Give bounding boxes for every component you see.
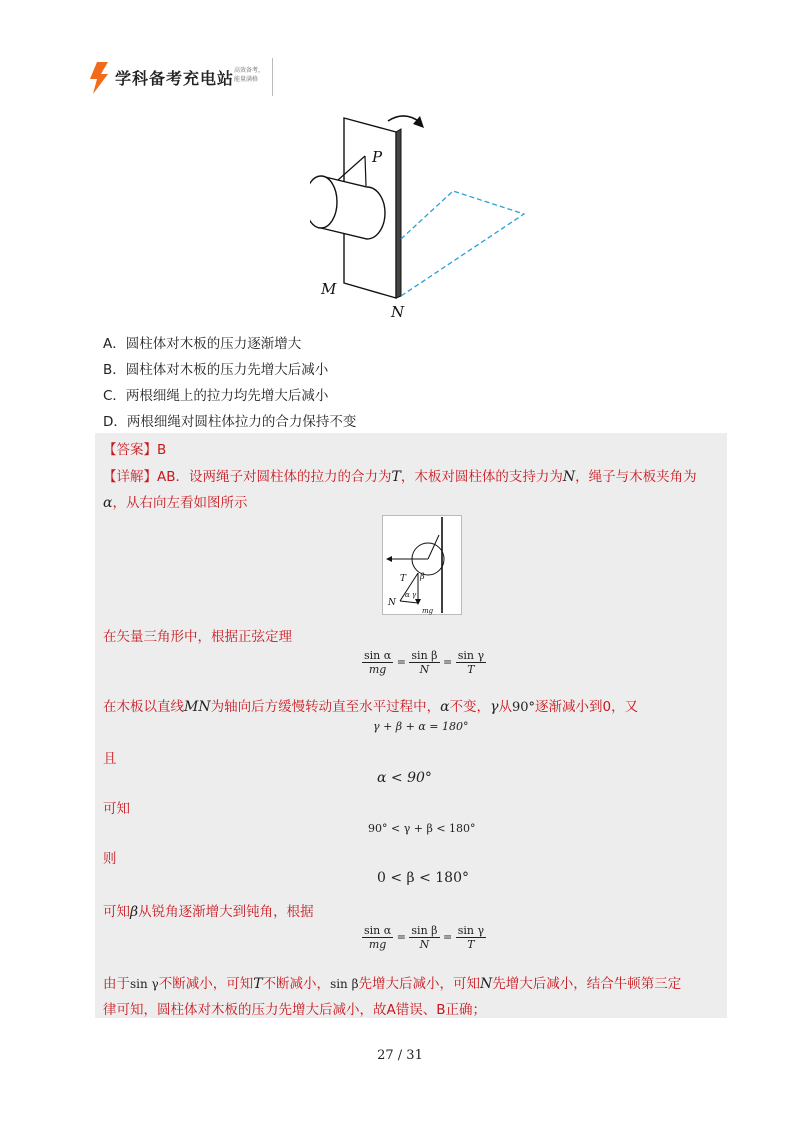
angle-sum-equation: γ + β + α = 180°	[373, 720, 469, 733]
label-P: P	[372, 148, 383, 166]
fig2-gamma: γ	[412, 591, 417, 599]
logo-bolt-icon	[88, 62, 110, 94]
fig2-mg: mg	[422, 607, 434, 615]
detail-line-2: α，从右向左看如图所示	[103, 495, 248, 511]
answer-line: 【答案】B	[103, 442, 167, 458]
label-N: N	[391, 303, 405, 321]
fig2-T: T	[400, 574, 407, 584]
brand-tagline: 高效备考， 能量满格	[234, 67, 265, 83]
fig2-alpha: α	[405, 591, 410, 599]
detail-line-10: 律可知，圆柱体对木板的压力先增大后减小，故A错误、B正确；	[103, 1002, 486, 1018]
sine-law-equation-2: $\frac{\text{sin α}}{mg}$ = $\frac{\text{sin β}}{N}$ = $\frac{\text{sin γ}}{T}$	[364, 924, 485, 951]
detail-line-5: 且	[103, 751, 117, 767]
brand-name: 学科备考充电站	[115, 69, 235, 88]
detail-line-4: 在木板以直线MN为轴向后方缓慢转动直至水平过程中，α不变，γ从90°逐渐减小到0，又	[103, 699, 639, 715]
sine-law-equation-1: $\frac{\text{sin α}}{mg}$ = $\frac{\text{sin β}}{N}$ = $\frac{\text{sin γ}}{T}$	[364, 649, 485, 676]
detail-line-6: 可知	[103, 801, 130, 817]
option-c: C．两根细绳上的拉力均先增大后减小	[103, 388, 329, 404]
option-a: A．圆柱体对木板的压力逐渐增大	[103, 336, 302, 352]
force-diagram	[382, 515, 462, 615]
detail-line-9: 由于sin γ不断减小，可知T不断减小，sin β先增大后减小，可知N先增大后减小，结合牛顿第三定	[103, 976, 682, 992]
range-inequality: 90° < γ + β < 180°	[368, 822, 476, 835]
option-b: B．圆柱体对木板的压力先增大后减小	[103, 362, 329, 378]
alpha-inequality: α < 90°	[377, 770, 432, 786]
beta-inequality: 0 < β < 180°	[377, 870, 469, 886]
detail-line-3: 在矢量三角形中，根据正弦定理	[103, 629, 292, 645]
header-divider	[272, 58, 273, 96]
label-M: M	[321, 280, 337, 298]
page-number: 27 / 31	[377, 1048, 423, 1063]
fig2-beta: β	[420, 572, 425, 581]
fig2-N: N	[388, 598, 396, 608]
detail-line-1: 【详解】AB．设两绳子对圆柱体的拉力的合力为T，木板对圆柱体的支持力为N，绳子与木板夹角为	[103, 469, 697, 485]
detail-line-8: 可知β从锐角逐渐增大到钝角，根据	[103, 904, 314, 920]
board-cylinder-figure	[310, 100, 540, 325]
detail-line-7: 则	[103, 851, 117, 867]
option-d: D．两根细绳对圆柱体拉力的合力保持不变	[103, 414, 357, 430]
